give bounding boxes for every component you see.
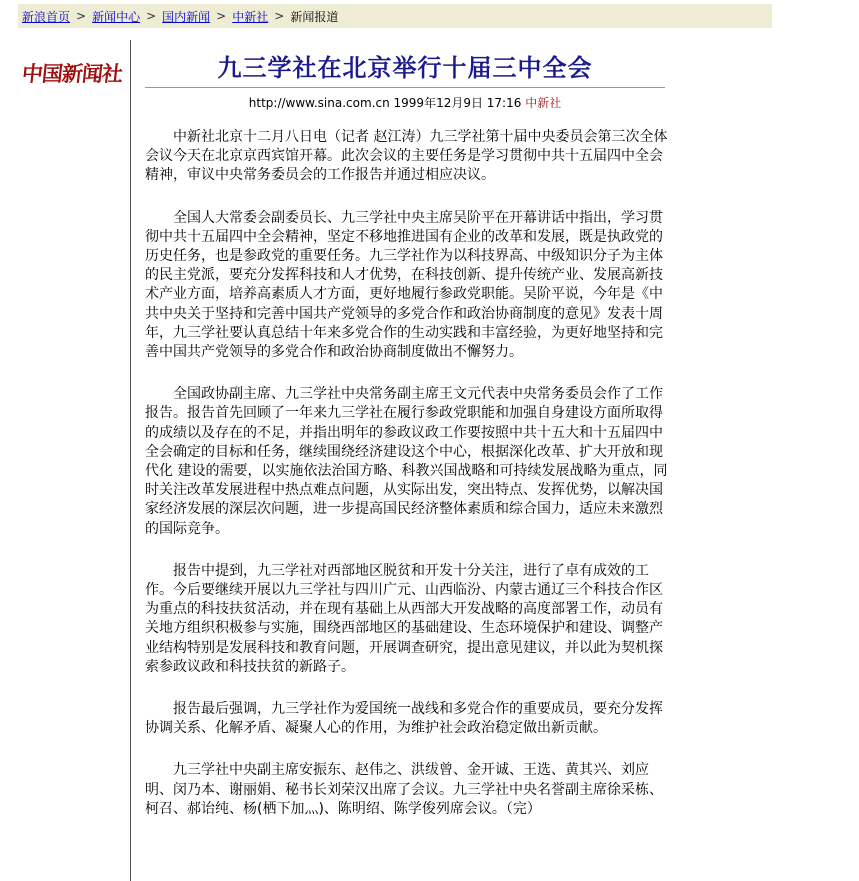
article-datetime: 1999年12月9日 17:16 — [393, 96, 522, 110]
article-title: 九三学社在北京举行十届三中全会 — [217, 54, 593, 82]
article-paragraph: 全国人大常委会副委员长、九三学社中央主席吴阶平在开幕讲话中指出，学习贯彻中共十五届四中全会精神，坚定不移地推进国有企业的改革和发展，既是执政党的历史任务，也是参政党的重要任务。九三学社作为以科技界高、中级知识分子为主体的民主党派，要充分发挥科技和人才优势，在科技创新、提升传统产业、发展高新技术产业方面，培养高素质人才方面，更好地履行参政党职能。吴阶平说，今年是《中共中央关于坚持和完善中国共产党领导的多党合作和政治协商制度的意见》发表十周年，九三学社要认真总结十年来多党合作的生动实践和丰富经验，为更好地坚持和完善中国共产党领导的多党合作和政治协商制度做出不懈努力。 — [145, 209, 663, 361]
article-paragraph: 中新社北京十二月八日电（记者 赵江涛）九三学社第十届中央委员会第三次全体会议今天在北京京西宾馆开幕。此次会议的主要任务是学习贯彻中共十五届四中全会精神，审议中央常务委员会的工作报告并通过相应决议。 — [145, 129, 668, 184]
breadcrumb — [18, 4, 772, 28]
breadcrumb-separator: > — [216, 9, 227, 23]
column-divider — [130, 40, 131, 881]
breadcrumb-link-news-center[interactable]: 新闻中心 — [92, 9, 141, 24]
breadcrumb-separator: > — [274, 9, 285, 23]
article-source: 中新社 — [525, 96, 562, 110]
breadcrumb-link-sina-home[interactable]: 新浪首页 — [22, 9, 71, 24]
article-paragraph: 全国政协副主席、九三学社中央常务副主席王文元代表中央常务委员会作了工作报告。报告首先回顾了一年来九三学社在履行参政党职能和加强自身建设方面所取得的成绩以及存在的不足，并指出明年的参政议政工作要按照中共十五大和十五届四中全会确定的目标和任务，继续围绕经济建设这个中心，根据深化改革、扩大开放和现代化 建设的需要，以实施依法治国方略、科教兴国战略和可持续发展战略为重点，同时关注改革发展进程中热点难点问题，从实际出发，突出特点、发挥优势，以解决国家经济发展的深层次问题，进一步提高国民经济整体素质和综合国力，适应未来激烈的国际竞争。 — [145, 386, 668, 537]
breadcrumb-link-domestic-news[interactable]: 国内新闻 — [162, 9, 211, 24]
article-body — [145, 128, 670, 842]
article-url: http://www.sina.com.cn — [248, 96, 390, 110]
article-paragraph: 九三学社中央副主席安振东、赵伟之、洪绂曾、金开诚、王选、黄其兴、刘应明、闵乃本、谢丽娟、秘书长刘荣汉出席了会议。九三学社中央名誉副主席徐采栋、柯召、郝诒纯、杨(栖下加灬)、陈明绍、陈学俊列席会议。（完） — [145, 762, 663, 817]
article-paragraph: 报告中提到，九三学社对西部地区脱贫和开发十分关注，进行了卓有成效的工作。今后要继续开展以九三学社与四川广元、山西临汾、内蒙古通辽三个科技合作区为重点的科技扶贫活动，并在现有基础上从西部大开发战略的高度部署工作，动员有关地方组织积极参与实施，围绕西部地区的基础建设、生态环境保护和建设、调整产业结构特别是发展科技和教育问题，开展调查研究，提出意见建议，并以此为契机探索参政议政和科技扶贫的新路子。 — [145, 562, 663, 675]
breadcrumb-separator: > — [146, 9, 157, 23]
breadcrumb-link-chinanews[interactable]: 中新社 — [232, 9, 269, 24]
article-meta — [145, 94, 665, 111]
article-paragraph: 报告最后强调，九三学社作为爱国统一战线和多党合作的重要成员，要充分发挥协调关系、化解矛盾、凝聚人心的作用，为维护社会政治稳定做出新贡献。 — [145, 701, 663, 737]
title-divider — [145, 87, 665, 88]
chinanews-logo: 中国新闻社 — [20, 61, 124, 86]
breadcrumb-separator: > — [76, 9, 87, 23]
breadcrumb-current: 新闻报道 — [290, 9, 339, 24]
